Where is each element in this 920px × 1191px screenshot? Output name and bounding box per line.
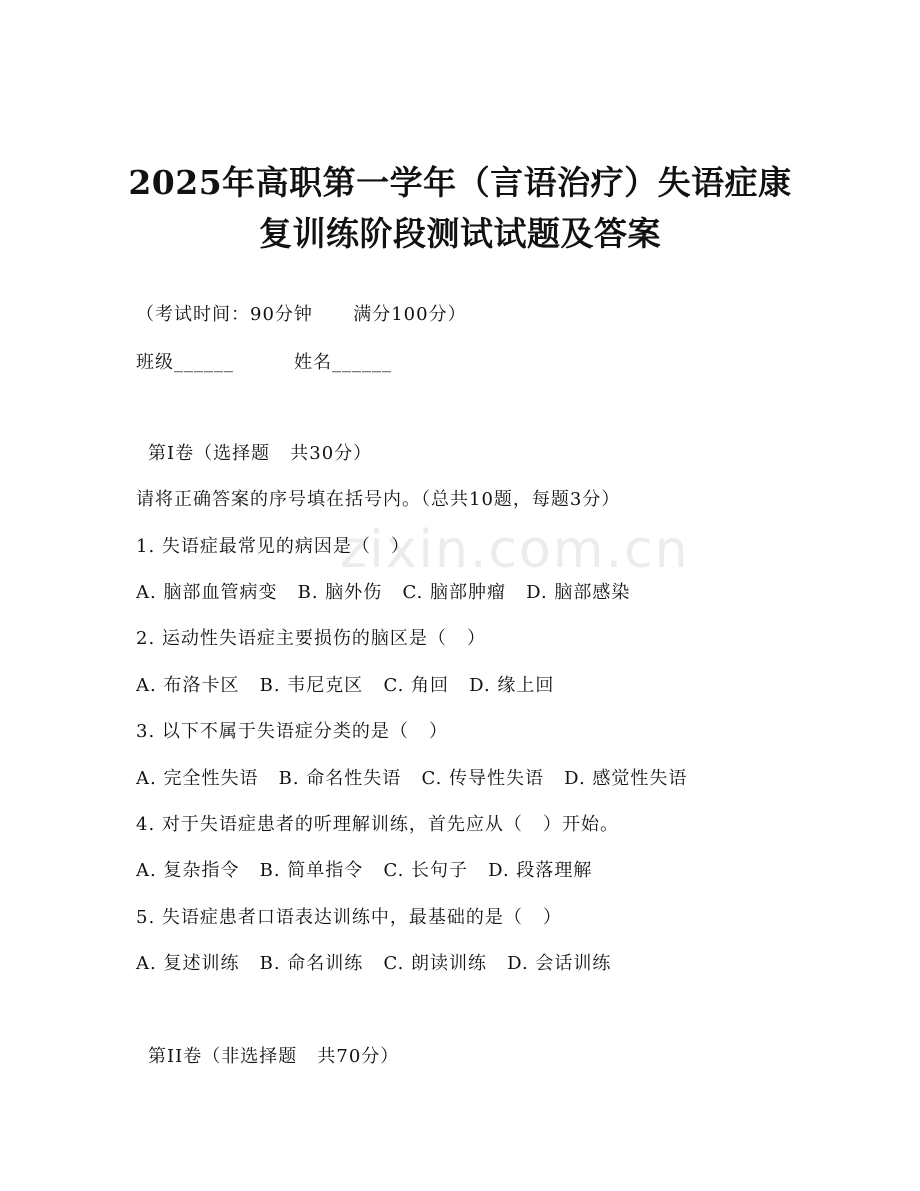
document-title-line-1: 2025年高职第一学年（言语治疗）失语症康 bbox=[128, 163, 792, 202]
question-2-options: A. 布洛卡区 B. 韦尼克区 C. 角回 D. 缘上回 bbox=[136, 675, 555, 696]
watermark: zixin.com.cn bbox=[340, 520, 690, 580]
class-field: 班级______ bbox=[136, 352, 234, 373]
question-3-stem: 3. 以下不属于失语症分类的是（ ） bbox=[136, 721, 449, 742]
question-3-options: A. 完全性失语 B. 命名性失语 C. 传导性失语 D. 感觉性失语 bbox=[136, 768, 688, 789]
question-1-options: A. 脑部血管病变 B. 脑外伤 C. 脑部肿瘤 D. 脑部感染 bbox=[136, 582, 631, 603]
document-title-line-2: 复训练阶段测试试题及答案 bbox=[259, 214, 661, 253]
question-5-stem: 5. 失语症患者口语表达训练中，最基础的是（ ） bbox=[136, 907, 563, 928]
question-4-stem: 4. 对于失语症患者的听理解训练，首先应从（ ）开始。 bbox=[136, 814, 620, 835]
question-1-stem: 1. 失语症最常见的病因是（ ） bbox=[136, 536, 411, 557]
name-field: 姓名______ bbox=[294, 352, 392, 373]
exam-info: （考试时间：90分钟 满分100分） bbox=[136, 304, 467, 325]
question-4-options: A. 复杂指令 B. 简单指令 C. 长句子 D. 段落理解 bbox=[136, 860, 593, 881]
question-2-stem: 2. 运动性失语症主要损伤的脑区是（ ） bbox=[136, 628, 487, 649]
section2-heading: 第II卷（非选择题 共70分） bbox=[148, 1046, 400, 1067]
question-5-options: A. 复述训练 B. 命名训练 C. 朗读训练 D. 会话训练 bbox=[136, 953, 612, 974]
section1-instruction: 请将正确答案的序号填在括号内。（总共10题，每题3分） bbox=[136, 489, 621, 510]
section1-heading: 第I卷（选择题 共30分） bbox=[148, 443, 373, 464]
